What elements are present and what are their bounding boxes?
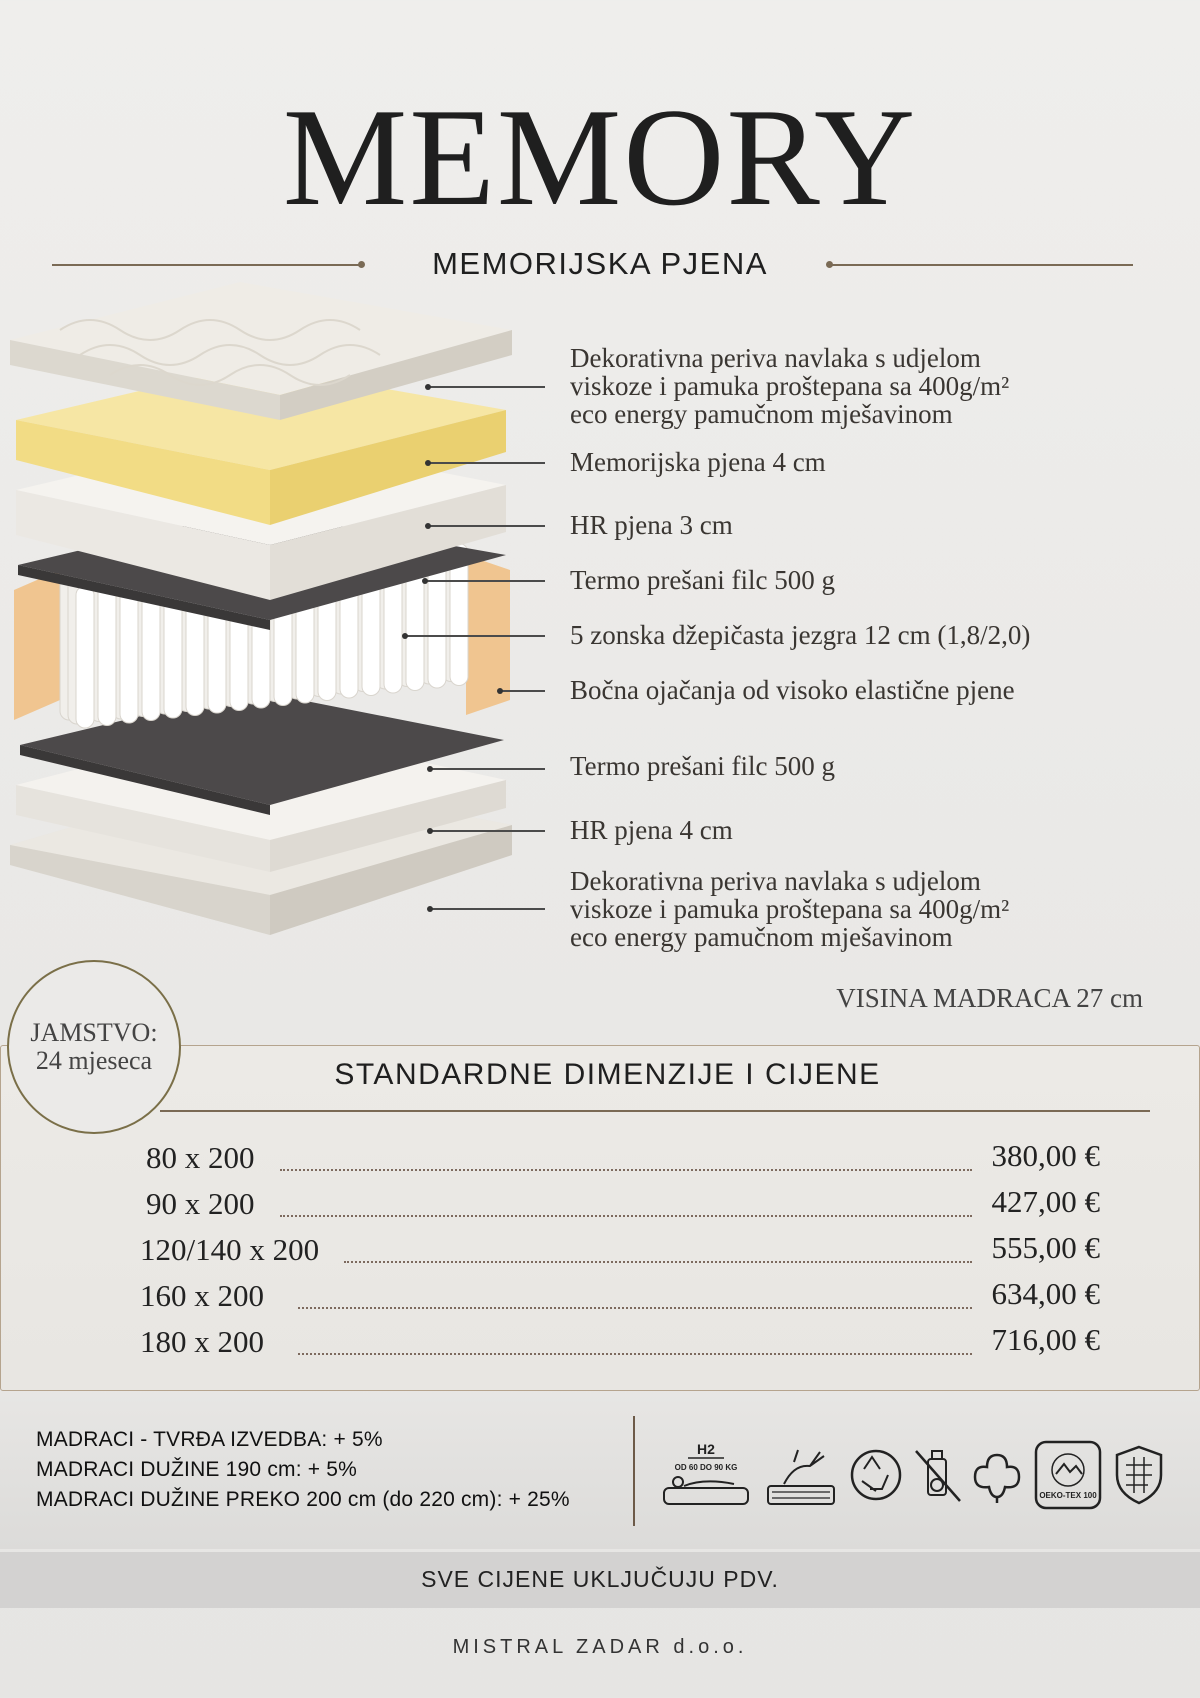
page-title: MEMORY <box>282 80 918 235</box>
pocket-spring <box>120 581 138 723</box>
price-row-size: 120/140 x 200 <box>140 1232 320 1267</box>
price-row-price: 427,00 € <box>991 1184 1100 1219</box>
layer-label-felt-top: Termo prešani filc 500 g <box>570 565 836 595</box>
layer-leader-line <box>430 830 545 832</box>
price-row <box>130 1136 1100 1180</box>
layer-leader-line <box>430 768 545 770</box>
layer-label-hr-foam-4: HR pjena 4 cm <box>570 815 733 845</box>
guarantee-badge <box>7 960 181 1134</box>
hand-press-icon <box>764 1440 838 1510</box>
layer-label-felt-bottom: Termo prešani filc 500 g <box>570 751 836 781</box>
layer-leader-line <box>430 908 545 910</box>
layer-leader-line <box>500 690 545 692</box>
layer-leader-dot <box>422 578 428 584</box>
layer-label-memory-foam: Memorijska pjena 4 cm <box>570 447 826 477</box>
surcharge-note: MADRACI DUŽINE PREKO 200 cm (do 220 cm): + 25% <box>36 1488 570 1511</box>
layer-leader-dot <box>425 523 431 529</box>
price-row <box>130 1320 1100 1364</box>
price-row-price: 716,00 € <box>991 1322 1100 1357</box>
layer-leader-line <box>428 386 545 388</box>
shield-icon <box>1112 1440 1166 1510</box>
cotton-icon <box>968 1440 1026 1510</box>
recycle-icon <box>846 1440 906 1510</box>
firmness-h2-icon <box>660 1440 752 1510</box>
guarantee-duration: 24 mjeseca <box>35 1046 153 1075</box>
page-subtitle: MEMORIJSKA PJENA <box>432 246 768 281</box>
layer-label-side-foam: Bočna ojačanja od visoko elastične pjene <box>570 675 1015 705</box>
company-name: MISTRAL ZADAR d.o.o. <box>452 1636 748 1658</box>
no-allergens-icon <box>910 1440 966 1510</box>
layer-leader-dot <box>427 766 433 772</box>
layer-leader-dot <box>425 460 431 466</box>
price-row-leader <box>298 1307 972 1309</box>
price-row-leader <box>344 1261 972 1263</box>
vat-notice: SVE CIJENE UKLJUČUJU PDV. <box>421 1566 779 1592</box>
pocket-spring <box>76 586 94 728</box>
layer-leader-dot <box>497 688 503 694</box>
price-row-leader <box>298 1353 972 1355</box>
pocket-spring <box>98 584 116 726</box>
svg-text:OEKO-TEX 100: OEKO-TEX 100 <box>1039 1491 1097 1500</box>
surcharge-note: MADRACI - TVRĐA IZVEDBA: + 5% <box>36 1428 383 1451</box>
price-row-size: 90 x 200 <box>146 1186 255 1221</box>
layer-leader-line <box>428 525 545 527</box>
layer-label-spring-core: 5 zonska džepičasta jezgra 12 cm (1,8/2,0) <box>570 620 1031 650</box>
layer-leader-line <box>428 462 545 464</box>
price-row-size: 160 x 200 <box>140 1278 264 1313</box>
layer-label-bottom-cover: Dekorativna periva navlaka s udjelom viskoze i pamuka proštepana sa 400g/m² eco energy pamučnom mješavinom <box>570 866 1010 952</box>
svg-text:H2: H2 <box>697 1441 715 1457</box>
price-row-leader <box>280 1215 972 1217</box>
layer-leader-dot <box>427 828 433 834</box>
notes-divider <box>633 1416 635 1526</box>
layer-leader-dot <box>427 906 433 912</box>
layer-label-top-cover: Dekorativna periva navlaka s udjelom viskoze i pamuka proštepana sa 400g/m² eco energy pamučnom mješavinom <box>570 343 1010 429</box>
price-row-size: 80 x 200 <box>146 1140 255 1175</box>
mattress-height-label: VISINA MADRACA 27 cm <box>836 983 1143 1013</box>
price-row-leader <box>280 1169 972 1171</box>
price-row <box>130 1228 1100 1272</box>
guarantee-label: JAMSTVO: <box>30 1018 158 1047</box>
layer-leader-dot <box>425 384 431 390</box>
oeko-tex-icon <box>1034 1440 1102 1510</box>
svg-text:OD 60 DO 90 KG: OD 60 DO 90 KG <box>674 1463 738 1472</box>
price-row-size: 180 x 200 <box>140 1324 264 1359</box>
price-row <box>130 1182 1100 1226</box>
price-row-price: 555,00 € <box>991 1230 1100 1265</box>
layer-leader-line <box>425 580 545 582</box>
layer-label-hr-foam-3: HR pjena 3 cm <box>570 510 733 540</box>
price-row-price: 380,00 € <box>991 1138 1100 1173</box>
surcharge-note: MADRACI DUŽINE 190 cm: + 5% <box>36 1458 358 1481</box>
price-table-title: STANDARDNE DIMENZIJE I CIJENE <box>334 1058 881 1091</box>
price-row-price: 634,00 € <box>991 1276 1100 1311</box>
layer-leader-line <box>405 635 545 637</box>
price-title-rule <box>160 1110 1150 1112</box>
layer-leader-dot <box>402 633 408 639</box>
price-row <box>130 1274 1100 1318</box>
